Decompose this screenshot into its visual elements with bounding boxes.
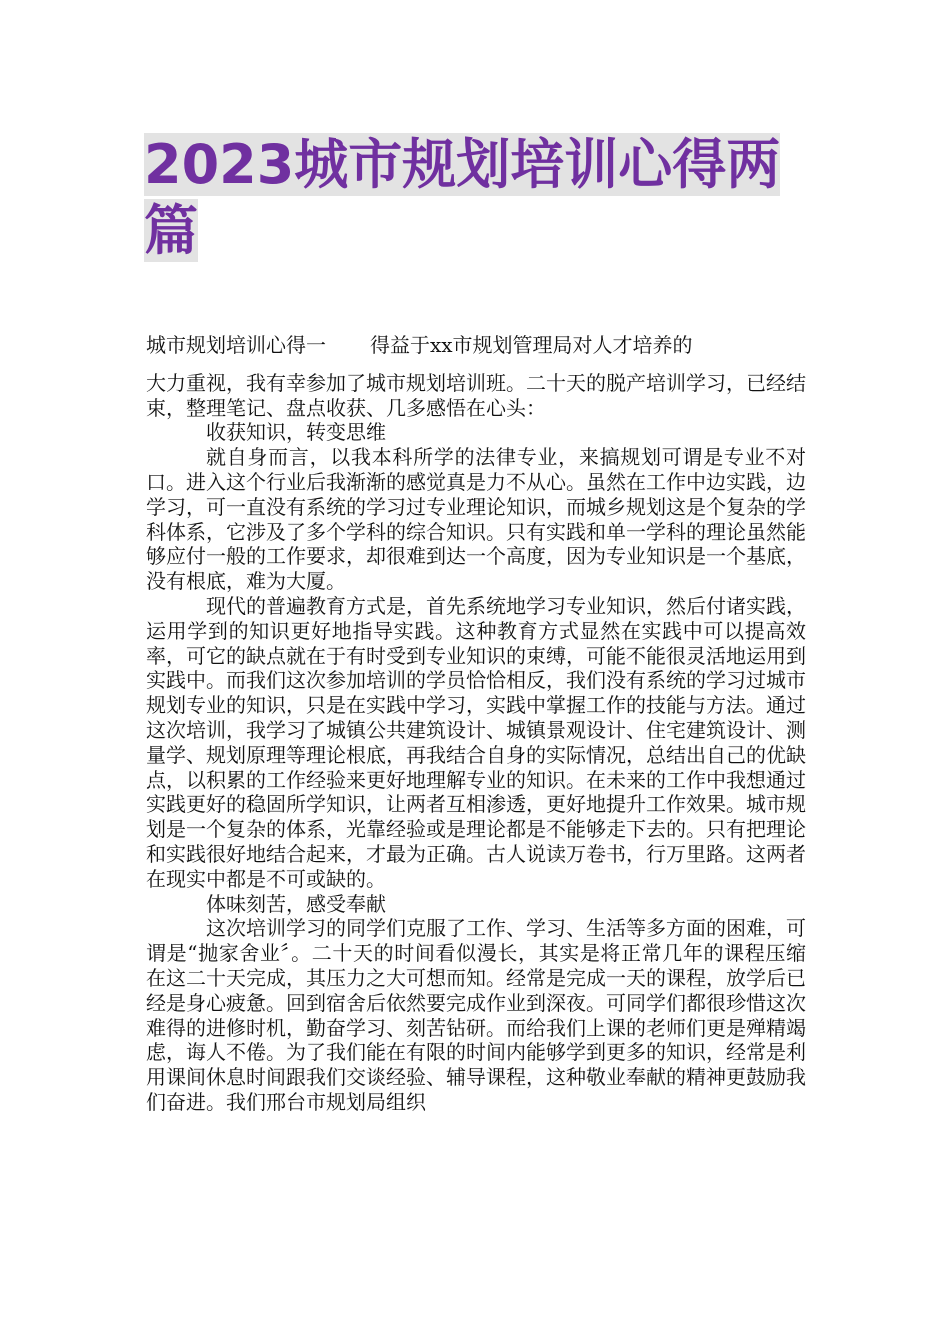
intro-text: 得益于xx市规划管理局对人才培养的 <box>370 333 693 357</box>
paragraph: 大力重视，我有幸参加了城市规划培训班。二十天的脱产培训学习，已经结束，整理笔记、盘点收获、几多感悟在心头： <box>146 370 806 420</box>
title-text: 2023城市规划培训心得两篇 <box>144 133 781 262</box>
intro-line <box>146 333 806 358</box>
document-title <box>144 132 810 264</box>
paragraph: 现代的普遍教育方式是，首先系统地学习专业知识，然后付诸实践，运用学到的知识更好地指导实践。这种教育方式显然在实践中可以提高效率，可它的缺点就在于有时受到专业知识的束缚，可能不能很灵活地运用到实践中。而我们这次参加培训的学员恰恰相反，我们没有系统的学习过城市规划专业的知识，只是在实践中学习，实践中掌握工作的技能与方法。通过这次培训，我学习了城镇公共建筑设计、城镇景观设计、住宅建筑设计、测量学、规划原理等理论根底，再我结合自身的实际情况，总结出自己的优缺点，以积累的工作经验来更好地理解专业的知识。在未来的工作中我想通过实践更好的稳固所学知识，让两者互相渗透，更好地提升工作效果。城市规划是一个复杂的体系，光靠经验或是理论都是不能够走下去的。只有把理论和实践很好地结合起来，才最为正确。古人说读万卷书，行万里路。这两者在现实中都是不可或缺的。 <box>146 593 806 891</box>
section-heading: 收获知识，转变思维 <box>206 420 386 445</box>
document-body <box>146 333 806 1115</box>
paragraph: 就自身而言，以我本科所学的法律专业，来搞规划可谓是专业不对口。进入这个行业后我渐渐的感觉真是力不从心。虽然在工作中边实践，边学习，可一直没有系统的学习过专业理论知识，而城乡规划这是个复杂的学科体系，它涉及了多个学科的综合知识。只有实践和单一学科的理论虽然能够应付一般的工作要求，却很难到达一个高度，因为专业知识是一个基底，没有根底，难为大厦。 <box>146 445 806 594</box>
paragraph: 这次培训学习的同学们克服了工作、学习、生活等多方面的困难，可谓是“抛家舍业〞。二十天的时间看似漫长，其实是将正常几年的课程压缩在这二十天完成，其压力之大可想而知。经常是完成一天的课程，放学后已经是身心疲惫。回到宿舍后依然要完成作业到深夜。可同学们都很珍惜这次难得的进修时机，勤奋学习、刻苦钻研。而给我们上课的老师们更是殚精竭虑，诲人不倦。为了我们能在有限的时间内能够学到更多的知识，经常是利用课间休息时间跟我们交谈经验、辅导课程，这种敬业奉献的精神更鼓励我们奋进。我们邢台市规划局组织 <box>146 916 806 1114</box>
section-label: 城市规划培训心得一 <box>146 333 326 357</box>
section-heading: 体味刻苦，感受奉献 <box>206 891 386 916</box>
